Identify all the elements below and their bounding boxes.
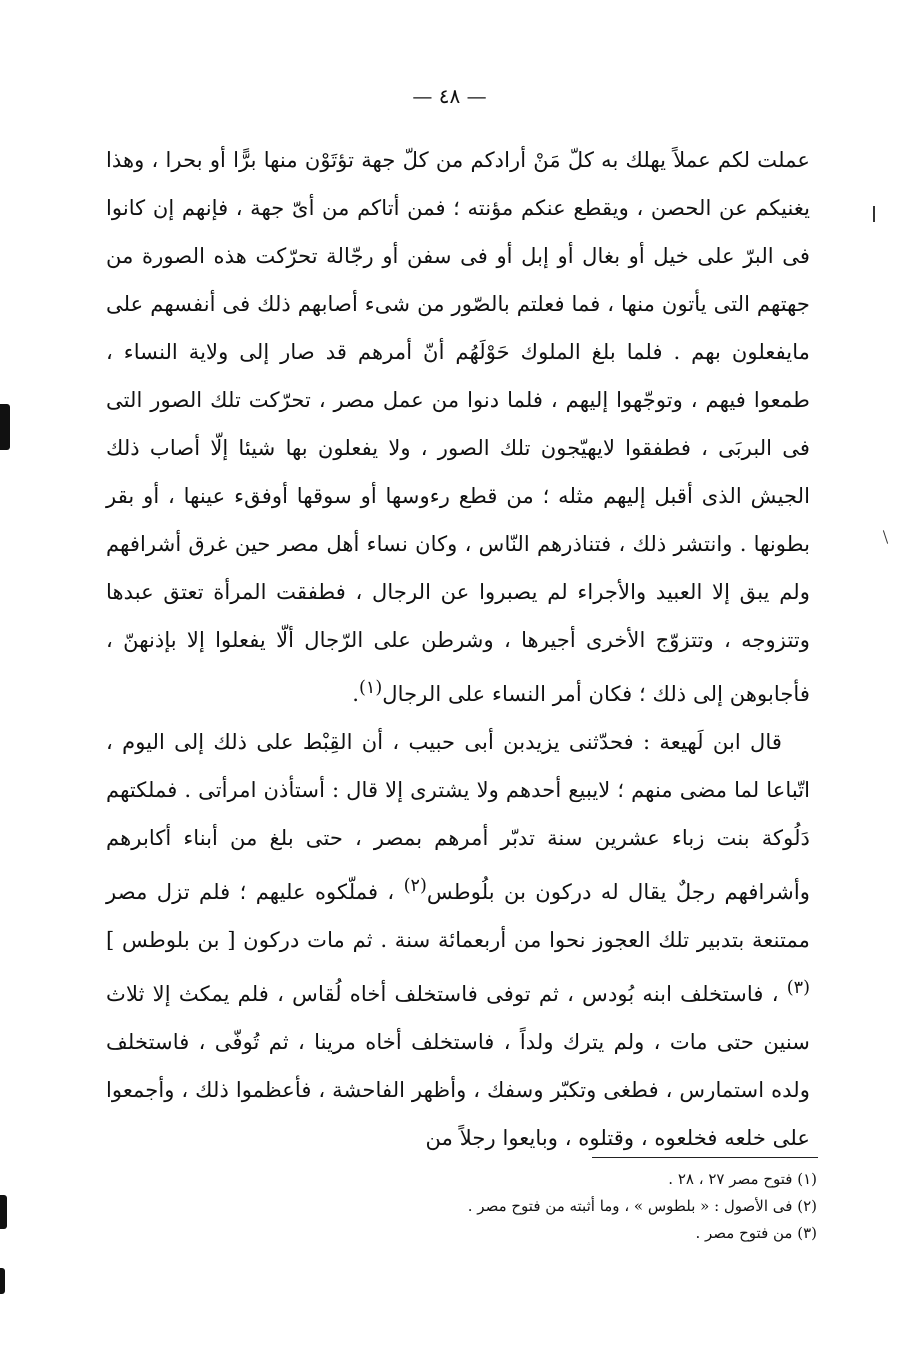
paragraph-1-end: . (352, 681, 359, 707)
footnote-divider (592, 1157, 818, 1158)
paragraph-2 (106, 718, 810, 1162)
footnote-1: (١) فتوح مصر ٢٧ ، ٢٨ . (668, 1170, 817, 1188)
paragraph-2-text-a: قال ابن لَهيعة : فحدّثنى يزيدبن أبى حبيب ، أن القِبْط على ذلك إلى اليوم ، اتّباعا لما مضى منهم ؛ لايبيع أحدهم ولا يشترى إلا قال : أستأذن امرأتى . فملكتهم دَلُوكة بنت زباء عشرين سنة تدبّر أمرهم بمصر ، حتى بلغ من أبناء أكابرهم وأشرافهم رجلٌ يقال له دركون بن بلُوطس (106, 729, 810, 905)
footnotes (297, 1166, 817, 1247)
scan-edge-mark (0, 404, 10, 450)
main-text (106, 136, 810, 1162)
footnote-ref-1: (١) (358, 678, 383, 698)
page-number: — ٤٨ — (412, 84, 487, 108)
footnote-ref-2: (٢) (403, 876, 427, 897)
scan-speck (883, 530, 888, 544)
footnote-ref-3: (٣) (786, 978, 810, 999)
scan-edge-mark (0, 1268, 5, 1294)
paragraph-2-text-c: ، فاستخلف ابنه بُودس ، ثم توفى فاستخلف أخاه لُقاس ، فلم يمكث إلا ثلاث سنين حتى مات ، ولم يترك ولداً ، فاستخلف أخاه مرينا ، ثم تُوفّى ، فاستخلف ولده استمارس ، فطغى وتكبّر وسفك ، وأظهر الفاحشة ، فأعظموا ذلك ، وأجمعوا على خلعه فخلعوه ، وقتلوه ، وبايعوا رجلاً من (106, 981, 810, 1151)
paragraph-1 (106, 136, 810, 718)
scan-speck (873, 206, 875, 222)
footnote-2: (٢) فى الأصول : « بلطوس » ، وما أثبته من فتوح مصر . (467, 1197, 817, 1215)
scan-edge-mark (0, 1195, 7, 1229)
paragraph-2-text-b: ، فملّكوه عليهم ؛ فلم تزل مصر ممتنعة بتدبير تلك العجوز نحوا من أربعمائة سنة . ثم مات دركون [ بن بلوطس ] (106, 879, 810, 953)
footnote-3: (٣) من فتوح مصر . (695, 1224, 817, 1242)
paragraph-1-text: عملت لكم عملاً يهلك به كلّ مَنْ أرادكم من كلّ جهة تؤتَوْن منها برًّا أو بحرا ، وهذا يغنيكم عن الحصن ، ويقطع عنكم مؤنته ؛ فمن أتاكم من أىّ جهة ، فإنهم إن كانوا فى البرّ على خيل أو بغال أو إبل أو فى سفن أو رجّالة تحرّكت هذه الصورة من جهتهم التى يأتون منها ، فما فعلتم بالصّور من شىء أصابهم ذلك فى أنفسهم على مايفعلون بهم . فلما بلغ الملوك حَوْلَهُم أنّ أمرهم قد صار إلى ولاية النساء ، طمعوا فيهم ، وتوجّهوا إليهم ، فلما دنوا من عمل مصر ، تحرّكت تلك الصور التى فى البربَى ، فطفقوا لايهيّجون تلك الصور ، ولا يفعلون بها شيئا إلّا أصاب ذلك الجيش الذى أقبل إليهم مثله ؛ من قطع رءوسها أو سوقها أوفقء عينها ، أو بقر بطونها . وانتشر ذلك ، فتناذرهم النّاس ، وكان نساء أهل مصر حين غرق أشرافهم ولم يبق إلا العبيد والأجراء لم يصبروا عن الرجال ، فطفقت المرأة تعتق عبدها وتتزوجه ، وتتزوّج الأخرى أجيرها ، وشرطن على الرّجال ألّا يفعلوا إلا بإذنهنّ ، فأجابوهن إلى ذلك ؛ فكان أمر النساء على الرجال (106, 147, 810, 707)
